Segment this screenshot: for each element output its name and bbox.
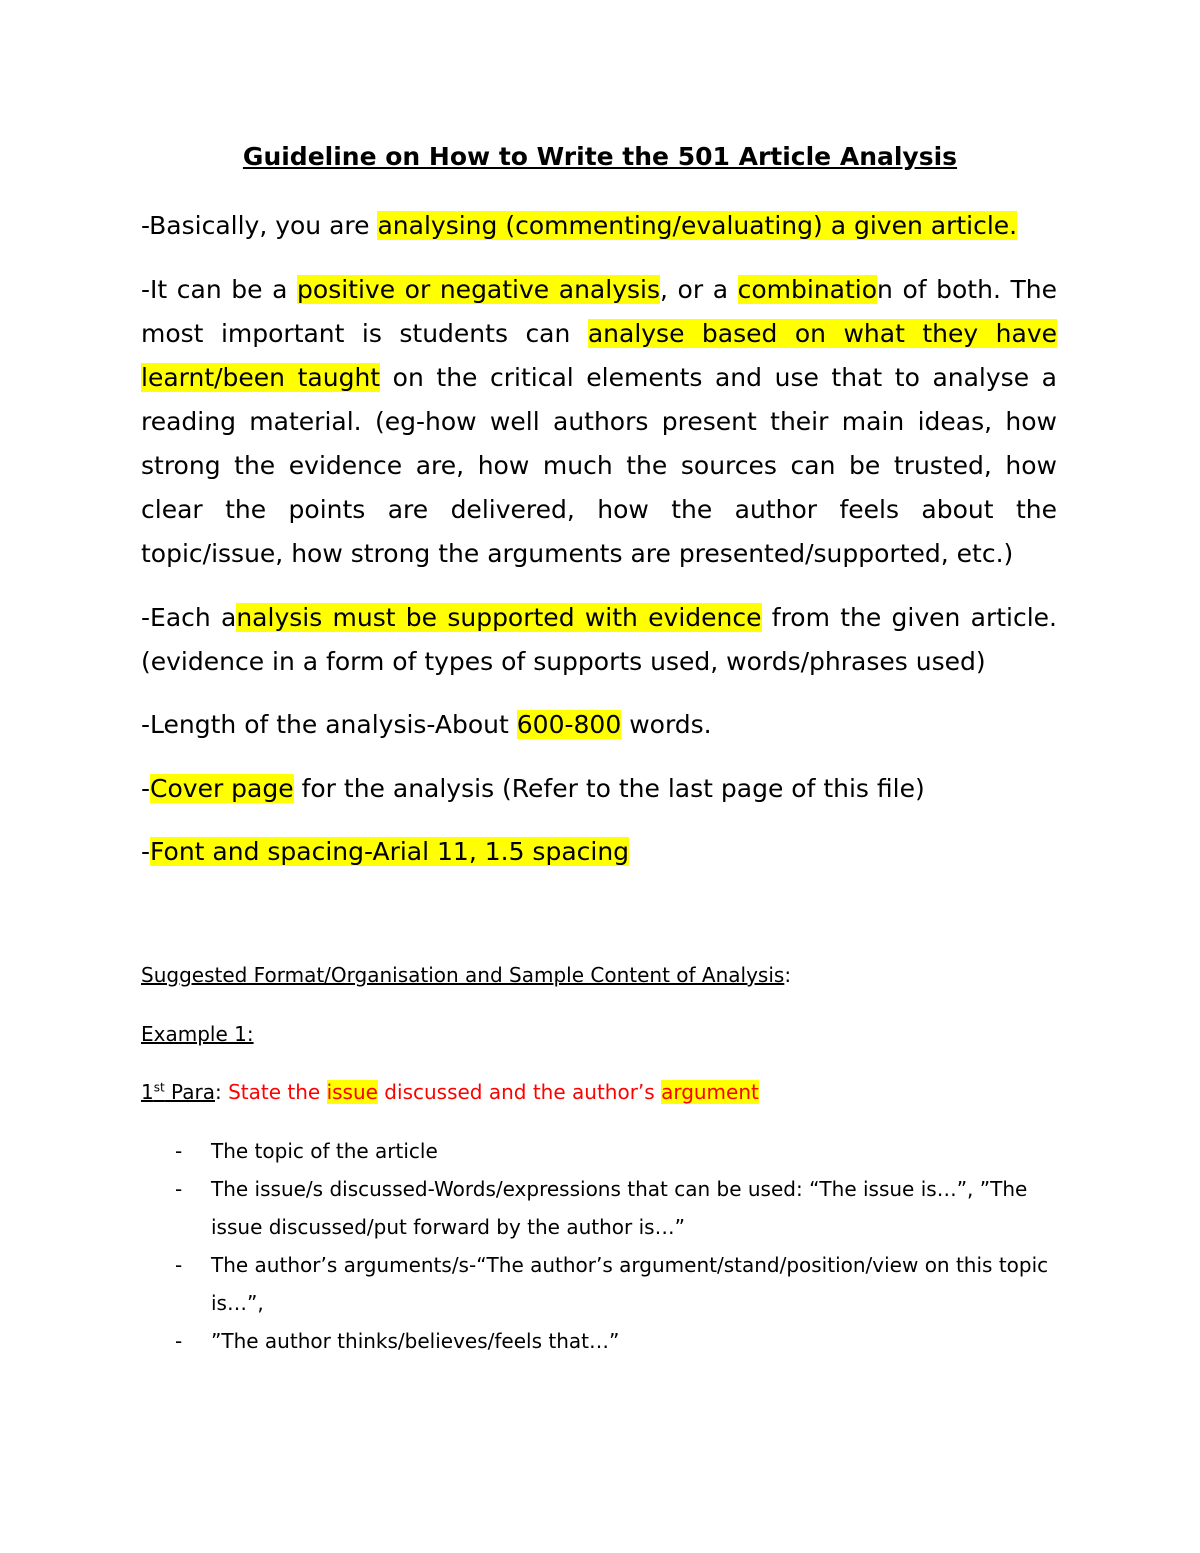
- highlight: issue: [326, 1080, 378, 1104]
- highlight: Cover page: [150, 774, 294, 803]
- paragraph-cover-page: -Cover page for the analysis (Refer to the last page of this file): [141, 774, 925, 803]
- highlight: positive or negative analysis: [297, 275, 660, 304]
- format-heading: Suggested Format/Organisation and Sample Content of Analysis:: [141, 963, 792, 987]
- list-item: - ”The author thinks/believes/feels that…”: [141, 1322, 1061, 1360]
- highlight: 600-800: [516, 710, 622, 739]
- example-heading: Example 1:: [141, 1022, 254, 1046]
- highlight: analyse based on what they have learnt/been taught: [141, 319, 1057, 392]
- list-item: - The topic of the article: [141, 1132, 1061, 1170]
- dash-bullet: -: [175, 1253, 183, 1277]
- para-heading: 1st Para: State the issue discussed and the author’s argument: [141, 1080, 759, 1104]
- list-item: - The issue/s discussed-Words/expressions that can be used: “The issue is…”, ”The issue discussed/put forward by the author is…”: [141, 1170, 1061, 1246]
- paragraph-length: -Length of the analysis-About 600-800 words.: [141, 710, 712, 739]
- dash-bullet: -: [175, 1329, 183, 1353]
- paragraph-positive-negative: -It can be a positive or negative analysis, or a combination of both. The most important is students can analyse based on what they have learnt/been taught on the critical elements and use that to analyse a reading material. (eg-how well authors present their main ideas, how strong the evidence are, how much the sources can be trusted, how clear the points are delivered, how the author feels about the topic/issue, how strong the arguments are presented/supported, etc.): [141, 275, 1057, 568]
- bullet-list: [141, 1132, 1061, 1360]
- paragraph-evidence: -Each analysis must be supported with evidence from the given article. (evidence in a form of types of supports used, words/phrases used): [141, 603, 1058, 676]
- highlight: argument: [661, 1080, 759, 1104]
- dash-bullet: -: [175, 1177, 183, 1201]
- para-label: 1st Para: [141, 1080, 215, 1104]
- highlight: Font and spacing-Arial 11, 1.5 spacing: [150, 837, 630, 866]
- paragraph-basically: -Basically, you are analysing (commenting/evaluating) a given article.: [141, 211, 1018, 240]
- list-item: - The author’s arguments/s-“The author’s argument/stand/position/view on this topic is…”,: [141, 1246, 1061, 1322]
- highlight: nalysis must be supported with evidence: [236, 603, 762, 632]
- highlight: combinatio: [737, 275, 878, 304]
- paragraph-font-spacing: -Font and spacing-Arial 11, 1.5 spacing: [141, 837, 630, 866]
- highlight: analysing (commenting/evaluating) a given article.: [377, 211, 1018, 240]
- dash-bullet: -: [175, 1139, 183, 1163]
- document-title: Guideline on How to Write the 501 Article Analysis: [242, 142, 958, 171]
